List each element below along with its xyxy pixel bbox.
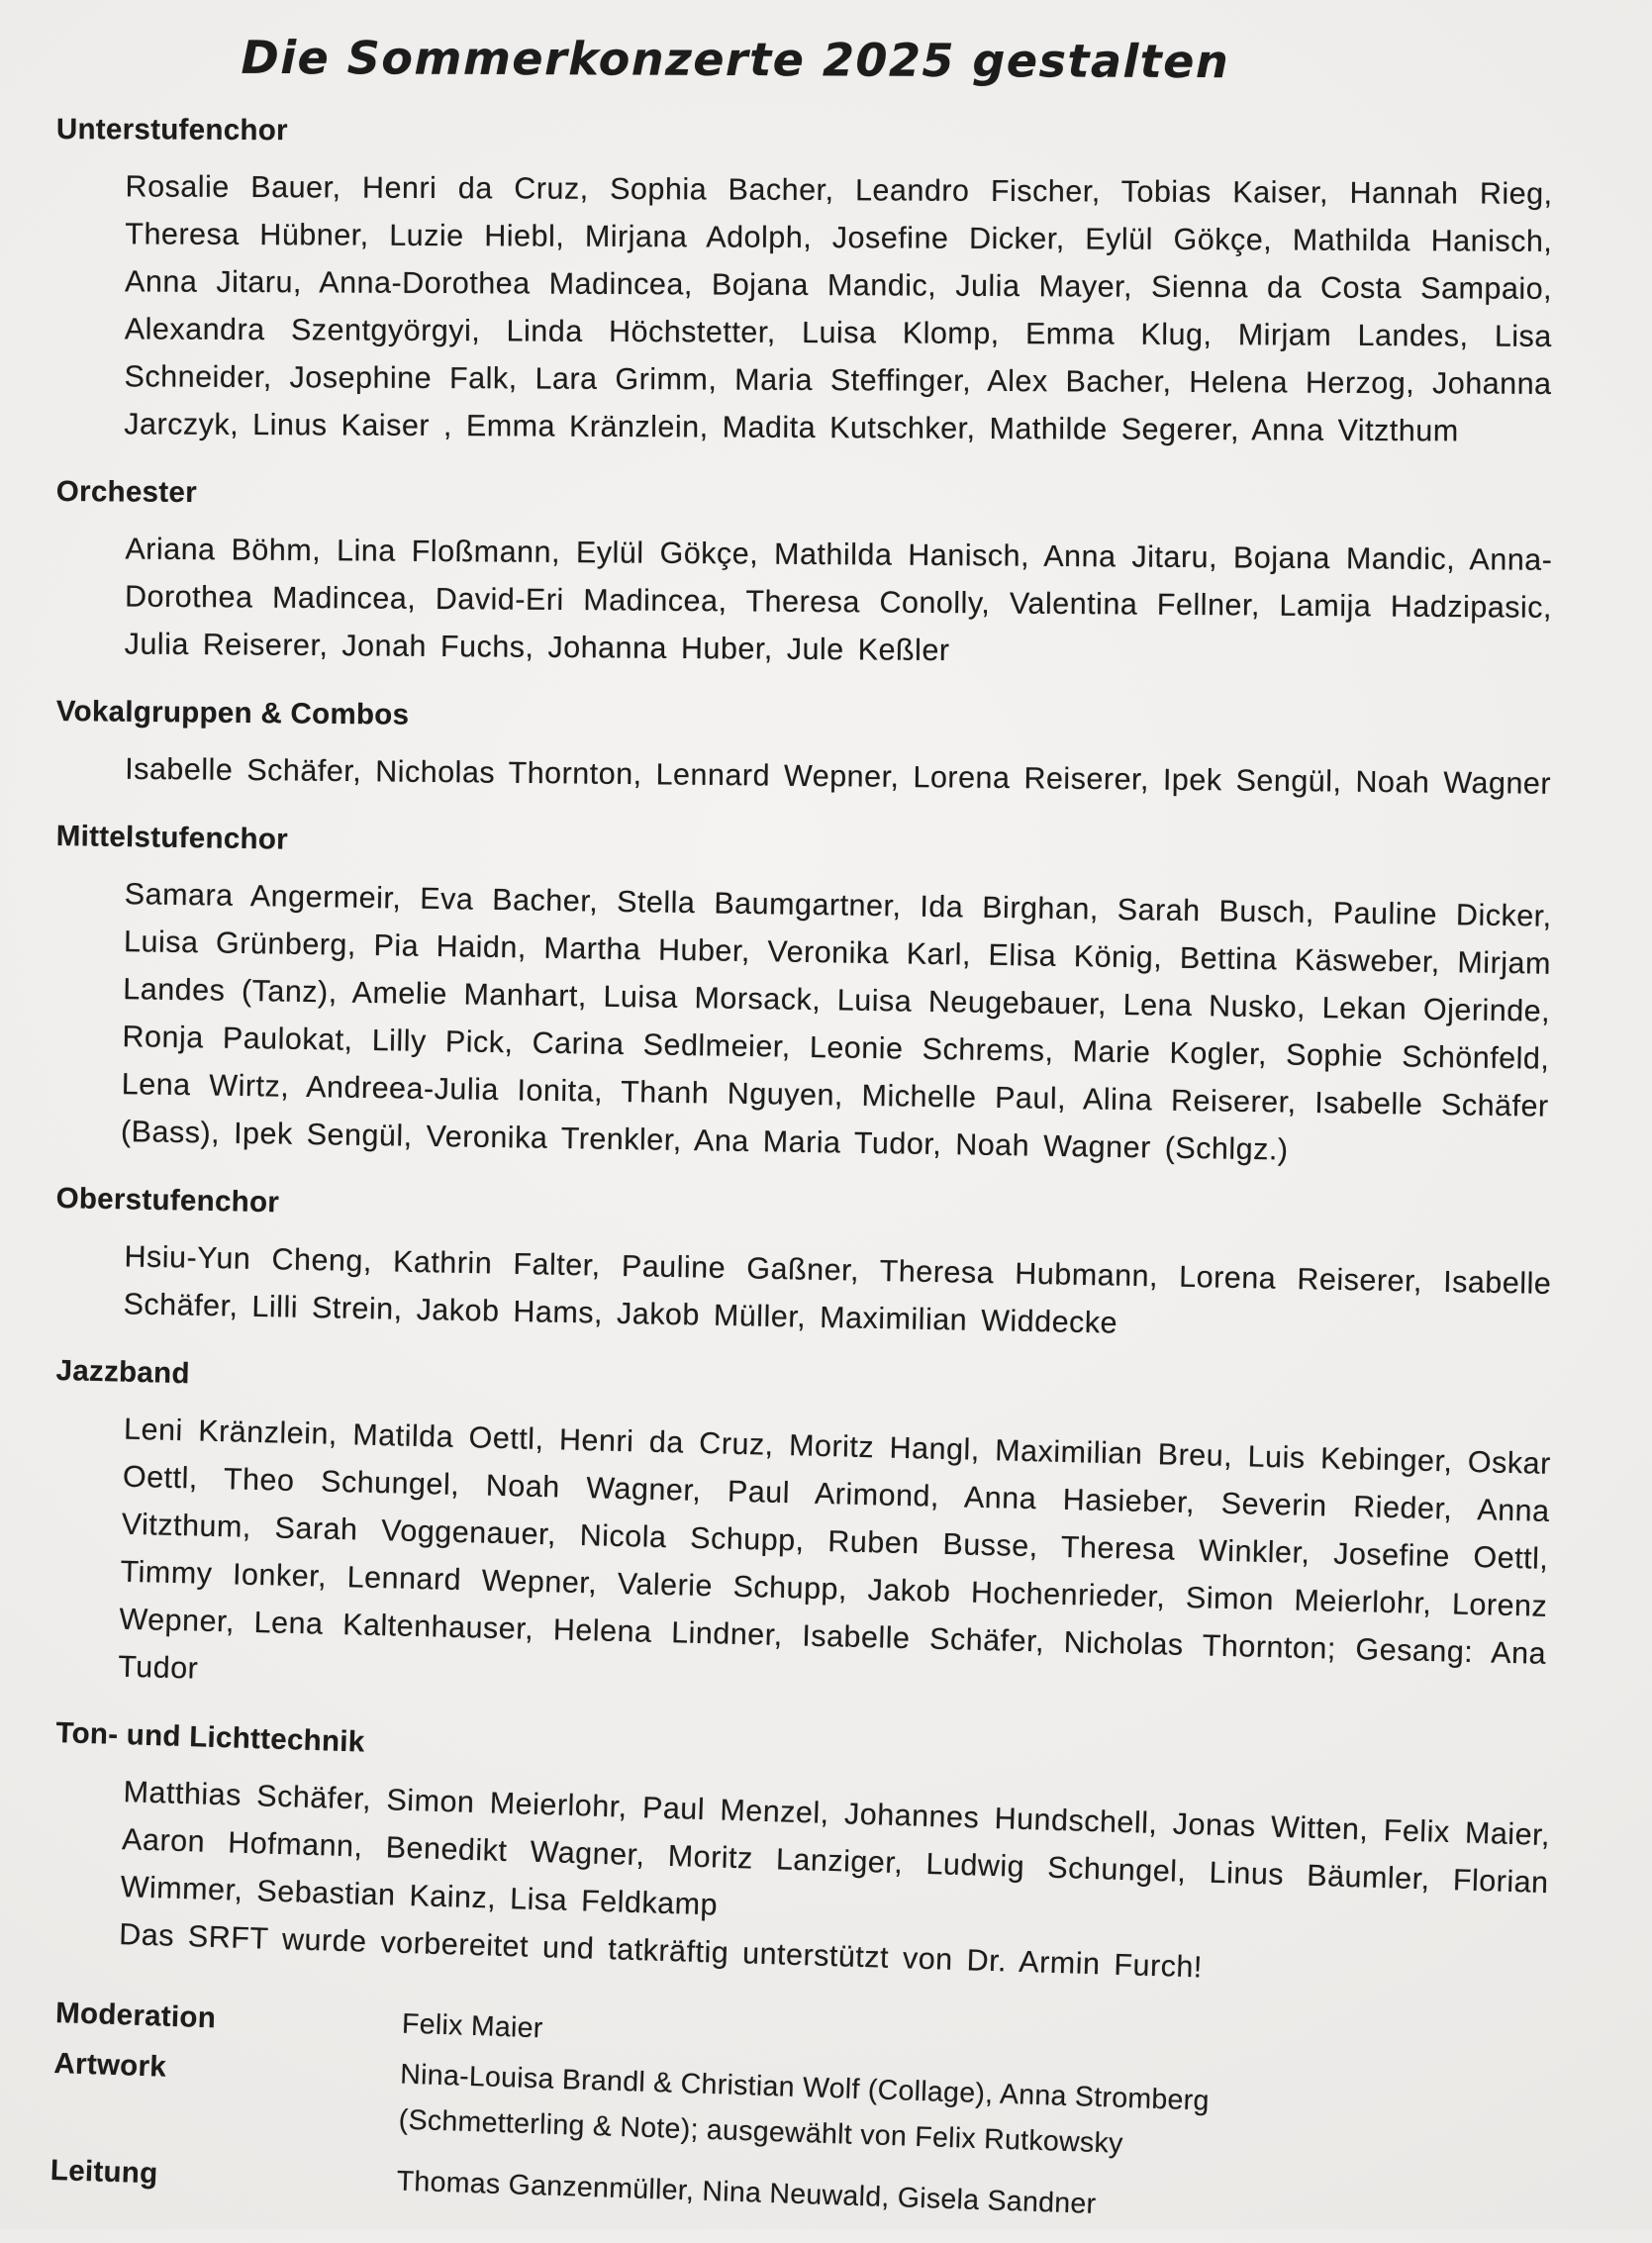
section-members: Matthias Schäfer, Simon Meierlohr, Paul Menzel, Johannes Hundschell, Jonas Witten, Felix Maier, Aaron Hofmann, Benedikt Wagner, Moritz Lanziger, Ludwig Schungel, Linus Bäumler, Florian Wimmer, Sebastian Kainz, Lisa Feldkamp — [120, 1775, 1551, 1922]
section-heading: Jazzband — [55, 1354, 191, 1391]
section-heading: Vokalgruppen & Combos — [55, 695, 410, 731]
section-members: Samara Angermeir, Eva Bacher, Stella Baumgartner, Ida Birghan, Sarah Busch, Pauline Dicker, Luisa Grünberg, Pia Haidn, Martha Huber, Veronika Karl, Elisa König, Bettina Käsweber, Mirjam Landes (Tanz), Amelie Manhart, Luisa Morsack, Luisa Neugebauer, Lena Nusko, Lekan Ojerinde, Ronja Paulokat, Lilly Pick, Carina Sedlmeier, Leonie Schrems, Marie Kogler, Sophie Schönfeld, Lena Wirtz, Andreea-Julia Ionita, Thanh Nguyen, Michelle Paul, Alina Reiserer, Isabelle Schäfer (Bass), Ipek Sengül, Veronika Trenkler, Ana Maria Tudor, Noah Wagner (Schlgz.) — [120, 877, 1552, 1167]
program-section — [49, 1354, 1553, 1725]
participants-list — [54, 113, 1553, 1985]
section-heading: Mittelstufenchor — [55, 820, 289, 856]
credit-label: Moderation — [54, 1996, 217, 2035]
credit-value: Nina-Louisa Brandl & Christian Wolf (Collage), Anna Stromberg (Schmetterling & Note); ausgewählt von Felix Rutkowsky — [398, 2058, 1211, 2160]
section-members: Isabelle Schäfer, Nicholas Thornton, Lennard Wepner, Lorena Reiserer, Ipek Sengül, Noah Wagner — [125, 751, 1552, 801]
section-note: Das SRFT wurde vorbereitet und tatkräftig unterstützt von Dr. Armin Furch! — [118, 1917, 1204, 1985]
section-heading: Unterstufenchor — [55, 113, 288, 147]
program-section — [49, 1716, 1553, 2001]
credit-label: Artwork — [52, 2046, 167, 2084]
credit-label: Leitung — [49, 2153, 159, 2191]
section-members: Leni Kränzlein, Matilda Oettl, Henri da Cruz, Moritz Hangl, Maximilian Breu, Luis Kebinger, Oskar Oettl, Theo Schungel, Noah Wagner, Paul Arimond, Anna Hasieber, Severin Rieder, Anna Vitzthum, Sarah Voggenauer, Nicola Schupp, Ruben Busse, Theresa Winkler, Josefine Oettl, Timmy Ionker, Lennard Wepner, Valerie Schupp, Jakob Hochenrieder, Simon Meierlohr, Lorenz Wepner, Lena Kaltenhauser, Helena Lindner, Isabelle Schäfer, Nicholas Thornton; Gesang: Ana Tudor — [117, 1412, 1552, 1686]
section-heading: Ton- und Lichttechnik — [54, 1716, 366, 1759]
page-title: Die Sommerkonzerte 2025 gestalten — [241, 30, 1230, 89]
program-section — [55, 695, 1553, 808]
credit-value: Thomas Ganzenmüller, Nina Neuwald, Gisela Sandner — [396, 2165, 1097, 2220]
section-members: Hsiu-Yun Cheng, Kathrin Falter, Pauline Gaßner, Theresa Hubmann, Lorena Reiserer, Isabelle Schäfer, Lilli Strein, Jakob Hams, Jakob Müller, Maximilian Widdecke — [123, 1239, 1552, 1340]
credits-block — [49, 1990, 1552, 2243]
credit-value: Felix Maier — [401, 2007, 544, 2045]
section-heading: Orchester — [55, 475, 198, 510]
program-section — [51, 820, 1553, 1178]
program-section — [54, 475, 1552, 679]
section-members: Rosalie Bauer, Henri da Cruz, Sophia Bacher, Leandro Fischer, Tobias Kaiser, Hannah Rieg, Theresa Hübner, Luzie Hiebl, Mirjana Adolph, Josefine Dicker, Eylül Gökçe, Mathilda Hanisch, Anna Jitaru, Anna-Dorothea Madincea, Bojana Mandic, Julia Mayer, Sienna da Costa Sampaio, Alexandra Szentgyörgyi, Linda Höchstetter, Luisa Klomp, Emma Klug, Mirjam Landes, Lisa Schneider, Josephine Falk, Lara Grimm, Maria Steffinger, Alex Bacher, Helena Herzog, Johanna Jarczyk, Linus Kaiser , Emma Kränzlein, Madita Kutschker, Mathilde Segerer, Anna Vitzthum — [124, 169, 1553, 448]
section-members: Ariana Böhm, Lina Floßmann, Eylül Gökçe, Mathilda Hanisch, Anna Jitaru, Bojana Mandic, Anna-Dorothea Madincea, David-Eri Madincea, Theresa Conolly, Valentina Fellner, Lamija Hadzipasic, Julia Reiserer, Jonah Fuchs, Johanna Huber, Jule Keßler — [124, 532, 1553, 668]
section-heading: Oberstufenchor — [55, 1182, 280, 1219]
program-section — [54, 113, 1553, 455]
program-section — [53, 1182, 1553, 1355]
